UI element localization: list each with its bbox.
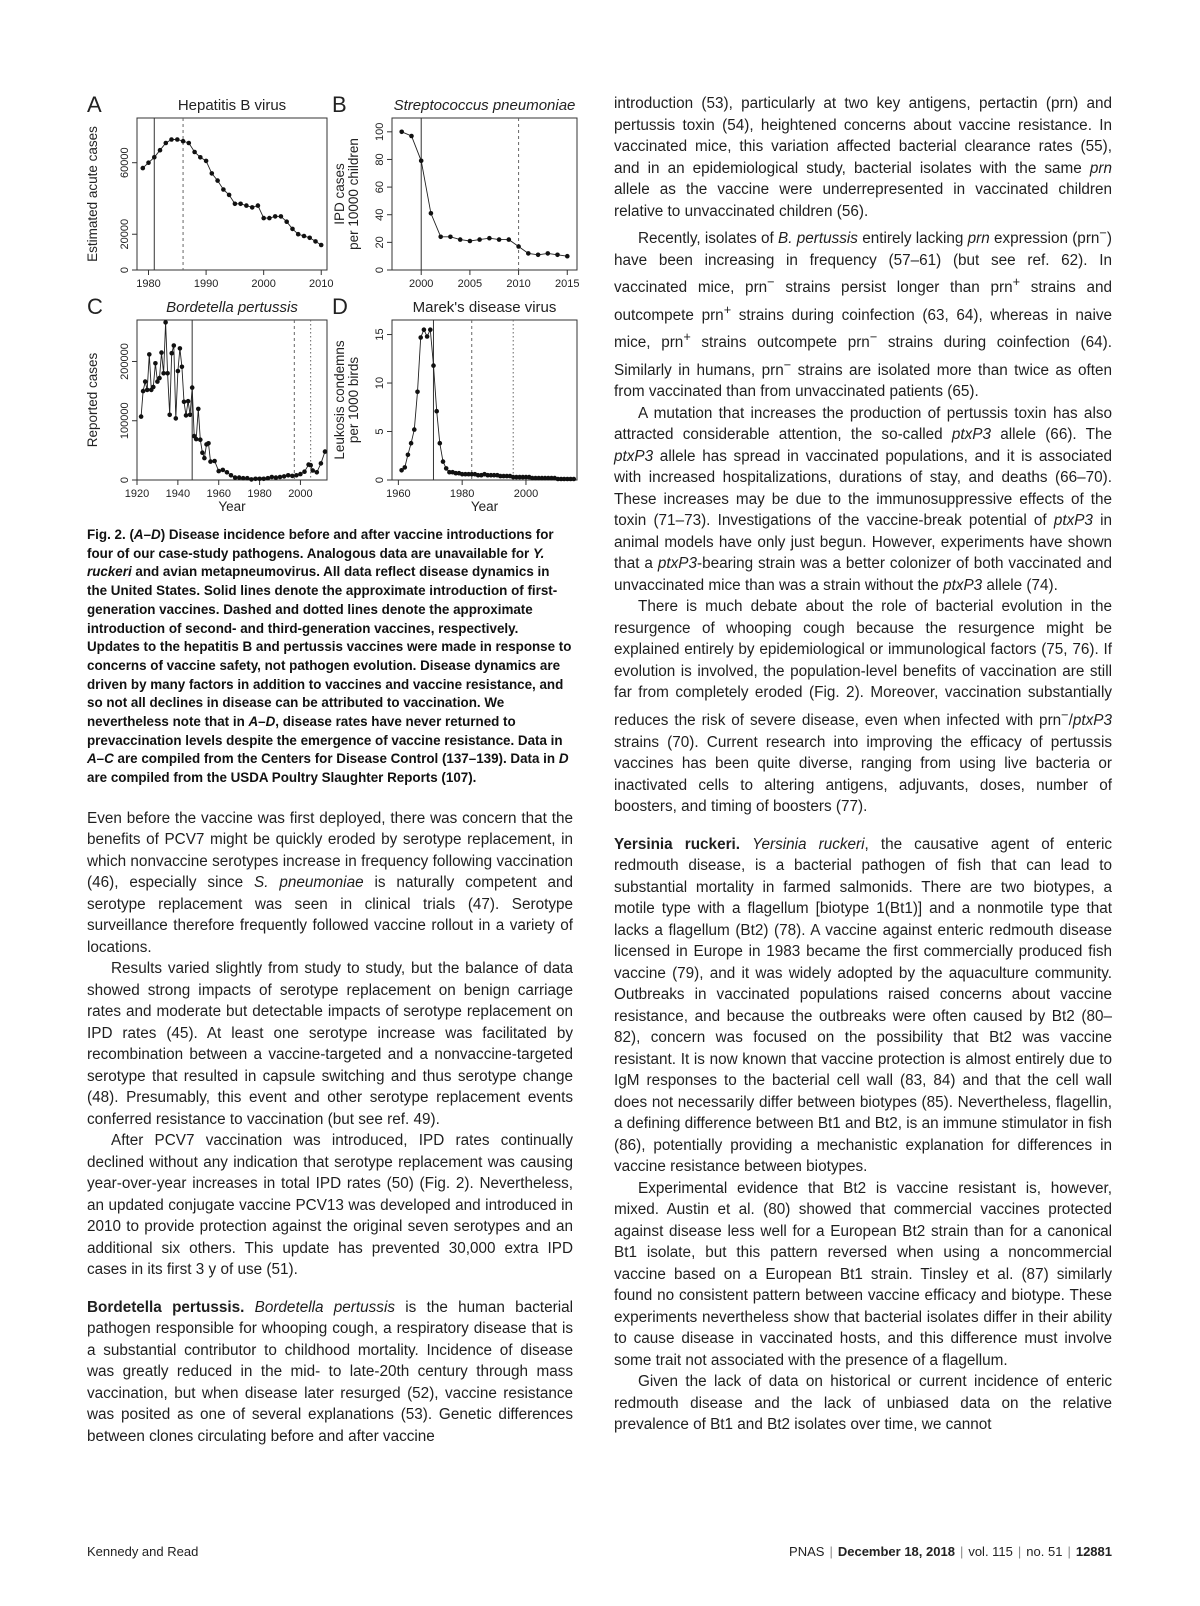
panel-b: [332, 90, 582, 290]
data-point: [409, 441, 414, 446]
data-point: [181, 139, 186, 144]
data-point: [221, 468, 226, 473]
data-point: [429, 211, 434, 216]
y-tick-label: 0: [119, 266, 131, 274]
x-tick-label: 1980: [136, 278, 161, 290]
data-point: [307, 236, 312, 241]
data-point: [229, 473, 234, 478]
data-point: [565, 254, 570, 259]
y-tick-label: 100000: [119, 402, 131, 440]
data-point: [270, 475, 275, 480]
data-point: [151, 385, 156, 390]
data-point: [146, 160, 151, 165]
footer-issue: no. 51: [1026, 1544, 1063, 1559]
data-point: [245, 476, 250, 481]
chart-hepatitis-b: [87, 90, 332, 290]
data-point: [438, 441, 443, 446]
data-point: [210, 171, 215, 176]
y-axis-label: per 1000 birds: [346, 356, 361, 444]
y-axis-label: Estimated acute cases: [85, 126, 100, 262]
y-tick-label: 0: [374, 476, 386, 484]
data-point: [141, 389, 146, 394]
data-point: [419, 159, 424, 164]
data-point: [233, 475, 238, 480]
footer-authors: Kennedy and Read: [87, 1544, 199, 1559]
data-point: [536, 253, 541, 258]
plot-frame: [137, 320, 327, 480]
y-tick-label: 0: [119, 476, 131, 484]
chart-title: Bordetella pertussis: [166, 299, 298, 316]
data-point: [186, 399, 191, 404]
series-line: [141, 322, 325, 479]
data-point: [572, 477, 577, 482]
data-point: [215, 178, 220, 183]
data-point: [241, 476, 246, 481]
paragraph: Experimental evidence that Bt2 is vaccine resistant is, however, mixed. Austin et al. (80) showed that commercial vaccines protected against disease less well for a European Bt2 strain than for a canonical Bt1 isolate, but this pattern reversed when using a noncommercial vaccine based on a European Bt1 strain. Tinsley et al. (87) similarly found no consistent pattern between vaccine efficacy and biotype. These experiments nevertheless show that bacterial isolates differ in their ability to cause disease in vaccinated hosts, and this difference must involve some trait not associated with the presence of a flagellum.: [614, 1179, 1112, 1369]
data-point: [169, 137, 174, 142]
data-point: [182, 400, 187, 405]
y-tick-label: 20000: [119, 218, 131, 250]
footer-citation: PNAS | December 18, 2018 | vol. 115 | no. 51 | 12881: [789, 1544, 1112, 1559]
data-point: [225, 470, 230, 475]
data-point: [284, 219, 289, 224]
data-point: [418, 335, 423, 340]
y-tick-label: 20: [374, 236, 386, 249]
panel-letter: D: [332, 294, 348, 319]
caption-text: (A–D) Disease incidence before and after vaccine introductions for four of our case-study pathogens. Analogous data are unavailable for Y. ruckeri and avian metapneumovirus. All data reflect disease dynamics in the United States. Solid lines denote the approximate introduction of first-generation vaccines. Dashed and dotted lines denote the approximate introduction of second- and third-generation vaccines, respectively. Updates to the hepatitis B and pertussis vaccines were made in response to concerns of vaccine safety, not pathogen evolution. Disease dynamics are driven by many factors in addition to vaccines and vaccine resistance, and so not all declines in disease can be attributed to vaccination. We nevertheless note that in A–D, disease rates have never returned to prevaccination levels despite the emergence of vaccine resistance. Data in A–C are compiled from the Centers for Disease Control (137–139). Data in D are compiled from the USDA Poultry Slaughter Reports (107).: [87, 527, 572, 786]
data-point: [412, 427, 417, 432]
data-point: [141, 166, 146, 171]
data-point: [399, 130, 404, 135]
data-point: [256, 203, 261, 208]
data-point: [139, 414, 144, 419]
panel-a: [87, 90, 332, 290]
data-point: [526, 251, 531, 256]
data-point: [409, 134, 414, 139]
caption-label: Fig. 2.: [87, 527, 126, 542]
plot-frame: [392, 320, 577, 480]
data-point: [546, 251, 551, 256]
data-point: [233, 202, 238, 207]
y-axis-label: per 10000 children: [346, 138, 361, 250]
data-point: [176, 369, 181, 374]
x-tick-label: 2010: [506, 278, 531, 290]
footer-volume: vol. 115: [968, 1544, 1013, 1559]
figure-caption: [87, 526, 573, 788]
x-axis-label: Year: [470, 499, 499, 514]
data-point: [273, 214, 278, 219]
data-point: [200, 450, 205, 455]
data-point: [188, 413, 193, 418]
paragraph: After PCV7 vaccination was introduced, IPD rates continually declined without any indication that serotype replacement was causing year-over-year increases in total IPD rates (50) (Fig. 2). Nevertheless, an updated conjugate vaccine PCV13 was developed and introduced in 2010 to provide protection against the original seven serotypes and an additional six others. This update has prevented 30,000 extra IPD cases in its first 3 y of use (51).: [87, 1132, 573, 1279]
data-point: [323, 449, 328, 454]
paragraph: There is much debate about the role of bacterial evolution in the resurgence of whooping cough because the resurgence might be explained entirely by epidemiological or immunological factors (75, 76). If evolution is involved, the population-level benefits of vaccination are still far from completely eroded (Fig. 2). Moreover, vaccination substantially reduces the risk of severe disease, even when infected with prn−/ptxP3 strains (70). Current research into improving the efficacy of pertussis vaccines has been quite diverse, ranging from using live bacteria or inactivated cells to altering antigens, adjuvants, doses, number of boosters, and timing of boosters (77).: [614, 598, 1112, 816]
data-point: [302, 469, 307, 474]
x-tick-label: 1920: [124, 488, 150, 500]
data-point: [153, 361, 158, 366]
footer-page: 12881: [1075, 1544, 1112, 1559]
panel-letter: A: [87, 92, 102, 117]
data-point: [178, 346, 183, 351]
data-point: [468, 239, 473, 244]
data-point: [497, 237, 502, 242]
data-point: [237, 475, 242, 480]
data-point: [152, 155, 157, 160]
data-point: [298, 472, 303, 477]
data-point: [147, 352, 152, 357]
data-point: [145, 388, 150, 393]
data-point: [444, 466, 449, 471]
data-point: [422, 327, 427, 332]
data-point: [261, 477, 266, 482]
data-point: [204, 159, 209, 164]
data-point: [294, 473, 299, 478]
data-point: [206, 441, 211, 446]
paragraph: Recently, isolates of B. pertussis entirely lacking prn expression (prn−) have been increasing in frequency (57–61) (but see ref. 62). In vaccinated mice, prn− strains persist longer than prn+ strains and outcompete prn+ strains during coinfection (63, 64), whereas in naive mice, prn+ strains outcompete prn− strains during coinfection (64). Similarly in humans, prn− strains are isolated more than twice as often from vaccinated than from unvaccinated patients (65).: [614, 225, 1113, 401]
series-line: [402, 330, 574, 479]
chart-title: Marek's disease virus: [412, 299, 557, 316]
data-point: [310, 468, 315, 473]
x-tick-label: 2000: [251, 278, 276, 290]
y-tick-label: 40: [374, 208, 386, 221]
x-tick-label: 2010: [309, 278, 334, 290]
data-point: [159, 350, 164, 355]
data-point: [308, 463, 313, 468]
x-tick-label: 1990: [193, 278, 219, 290]
x-tick-label: 1960: [386, 488, 411, 500]
paragraph: Even before the vaccine was first deployed, there was concern that the benefits of PCV7 might be quickly eroded by serotype replacement, in which nonvaccine serotypes increase in frequency following vaccination (46), especially since S. pneumoniae is naturally competent and serotype replacement was seen in clinical trials (47). Serotype surveillance therefore frequently followed vaccine rollout in a variety of locations.: [87, 809, 573, 956]
data-point: [212, 459, 217, 464]
data-point: [286, 473, 291, 478]
data-point: [208, 459, 213, 464]
data-point: [244, 203, 249, 208]
x-tick-label: 2015: [555, 278, 580, 290]
data-point: [261, 216, 266, 221]
data-point: [164, 141, 169, 146]
data-point: [165, 371, 170, 376]
data-point: [296, 232, 301, 237]
data-point: [175, 137, 180, 142]
x-tick-label: 2000: [288, 488, 313, 500]
data-point: [202, 456, 207, 461]
data-point: [274, 475, 279, 480]
data-point: [163, 320, 168, 325]
data-point: [196, 407, 201, 412]
footer-journal: PNAS: [789, 1544, 825, 1559]
data-point: [290, 474, 295, 479]
data-point: [441, 459, 446, 464]
data-point: [190, 385, 195, 390]
data-point: [216, 469, 221, 474]
data-point: [184, 413, 189, 418]
data-point: [198, 437, 203, 442]
y-axis-label: Reported cases: [85, 352, 100, 448]
data-point: [319, 243, 324, 248]
data-point: [425, 334, 430, 339]
y-tick-label: 0: [374, 266, 386, 274]
x-tick-label: 2005: [457, 278, 483, 290]
data-point: [250, 205, 255, 210]
x-tick-label: 1980: [247, 488, 272, 500]
data-point: [253, 477, 258, 482]
data-point: [169, 351, 174, 356]
data-point: [448, 235, 453, 240]
data-point: [487, 236, 492, 241]
y-tick-label: 60: [374, 180, 386, 194]
data-point: [406, 453, 411, 458]
section-bordetella: Bordetella pertussis. Bordetella pertussis is the human bacterial pathogen responsible for whooping cough, a respiratory disease that is a substantial contributor to childhood mortality. Incidence of disease was greatly reduced in the mid- to late-20th century through mass vaccination, but when disease later resurged (52), vaccine resistance was posited as one of several explanations (53). Genetic differences between clones circulating before and after vaccine: [87, 1298, 574, 1445]
data-point: [238, 202, 243, 207]
data-point: [477, 237, 482, 242]
x-tick-label: 2000: [408, 278, 434, 290]
data-point: [161, 371, 166, 376]
figure-2: [87, 90, 587, 520]
panel-letter: C: [87, 294, 103, 319]
data-point: [227, 193, 232, 198]
chart-mareks: [332, 294, 582, 515]
data-point: [180, 365, 185, 370]
data-point: [319, 461, 324, 466]
y-tick-label: 100: [374, 122, 386, 141]
y-tick-label: 15: [374, 328, 386, 341]
data-point: [279, 214, 284, 219]
data-point: [158, 148, 163, 153]
data-point: [302, 234, 307, 239]
data-point: [431, 363, 436, 368]
footer-date: December 18, 2018: [837, 1544, 955, 1559]
data-point: [257, 477, 262, 482]
paragraph: introduction (53), particularly at two key antigens, pertactin (prn) and pertussis toxin (54), heightened concerns about vaccine resistance. In vaccinated mice, this variation affected bacterial clearance rates (55), and in an epidemiological study, bacterial isolates with the same prn allele as the vaccine were underrepresented in vaccinated children relative to unvaccinated children (56).: [614, 95, 1112, 220]
data-point: [315, 470, 320, 475]
data-point: [267, 216, 272, 221]
data-point: [555, 253, 560, 258]
data-point: [290, 227, 295, 232]
data-point: [192, 150, 197, 155]
data-point: [438, 235, 443, 240]
data-point: [415, 390, 420, 395]
data-point: [266, 476, 271, 481]
chart-streptococcus: [332, 90, 582, 290]
paragraph: A mutation that increases the production of pertussis toxin has also attracted considerable attention, the so-called ptxP3 allele (66). The ptxP3 allele has spread in vaccinated populations, and it is associated with increased hospitalizations, durations of stay, and deaths (66–70). These increases may be due to the immunosuppressive effects of the toxin (71–73). Investigations of the vaccine-break potential of ptxP3 in animal models have only just begun. However, experiments have shown that a ptxP3-bearing strain was a better colonizer of both vaccinated and unvaccinated mice than was a strain without the ptxP3 allele (74).: [614, 404, 1113, 594]
data-point: [507, 237, 512, 242]
x-tick-label: 2000: [513, 488, 539, 500]
chart-title: Streptococcus pneumoniae: [393, 97, 576, 114]
data-point: [174, 416, 179, 421]
chart-bordetella: [85, 294, 332, 515]
paragraph: Results varied slightly from study to study, but the balance of data showed strong impacts of serotype replacement on benign carriage rates and moderate but detectable impacts of serotype replacement on IPD rates (45). At least one serotype increase was facilitated by recombination between a vaccine-targeted and a nonvaccine-targeted serotype that resulted in capsule switching and thus serotype change (48). Presumably, this event and other serotype replacement events conferred resistance to vaccination (but see ref. 49).: [87, 960, 573, 1128]
data-point: [172, 343, 177, 348]
data-point: [313, 239, 318, 244]
left-column: [85, 90, 580, 1447]
section-yersinia: Yersinia ruckeri. Yersinia ruckeri, the causative agent of enteric redmouth disease, is a bacterial pathogen of fish that can lead to substantial mortality in farmed salmonids. There are two biotypes, a motile type with a flagellum [biotype 1(Bt1)] and a nonmotile type that lacks a flagellum (Bt2) (78). A vaccine against enteric redmouth disease licensed in Europe in 1983 became the first commercially produced fish vaccine (79), and it was widely adopted by the aquaculture community. Outbreaks in vaccinated populations raised concerns about vaccine resistance, and because the outbreaks were often caused by Bt2 (80–82), concern was focused on the possibility that Bt2 was vaccine resistant. It is now known that vaccine protection is almost entirely due to IgM responses to the bacterial cell wall (83, 84) and that the cell wall does not necessarily differ between biotypes (85). Nevertheless, flagellin, a defining difference between Bt1 and Bt2, is an immune stimulator in fish (86), potentially providing a mechanistic explanation for differences in vaccine resistance between biotypes.: [614, 835, 1113, 1176]
data-point: [194, 437, 199, 442]
data-point: [143, 379, 148, 384]
right-column: [614, 93, 1112, 1436]
y-tick-label: 200000: [119, 343, 131, 380]
y-tick-label: 10: [374, 376, 386, 390]
panel-d: [332, 294, 582, 515]
data-point: [249, 477, 254, 482]
data-point: [458, 237, 463, 242]
data-point: [403, 465, 408, 470]
data-point: [198, 155, 203, 160]
data-point: [187, 141, 192, 146]
paragraph: Given the lack of data on historical or current incidence of enteric redmouth disease and the lack of unbiased data on the relative prevalence of Bt1 and Bt2 isolates over time, we cannot: [614, 1373, 1112, 1434]
y-axis-label: Leukosis condemns: [332, 340, 347, 460]
data-point: [434, 409, 439, 414]
y-tick-label: 60000: [119, 147, 131, 179]
x-tick-label: 1980: [449, 488, 475, 500]
data-point: [516, 244, 521, 249]
panel-letter: B: [332, 92, 347, 117]
x-axis-label: Year: [218, 499, 246, 514]
data-point: [278, 475, 283, 480]
x-tick-label: 1960: [206, 488, 231, 500]
data-point: [221, 187, 226, 192]
data-point: [157, 376, 162, 381]
data-point: [428, 327, 433, 332]
chart-title: Hepatitis B virus: [177, 97, 287, 114]
panel-c: [85, 294, 332, 515]
plot-frame: [392, 118, 577, 270]
series-line: [402, 132, 568, 256]
x-tick-label: 1940: [165, 488, 191, 500]
y-axis-label: IPD cases: [332, 163, 347, 225]
y-tick-label: 5: [374, 428, 386, 435]
y-tick-label: 80: [374, 153, 386, 166]
data-point: [282, 474, 287, 479]
data-point: [167, 413, 172, 418]
